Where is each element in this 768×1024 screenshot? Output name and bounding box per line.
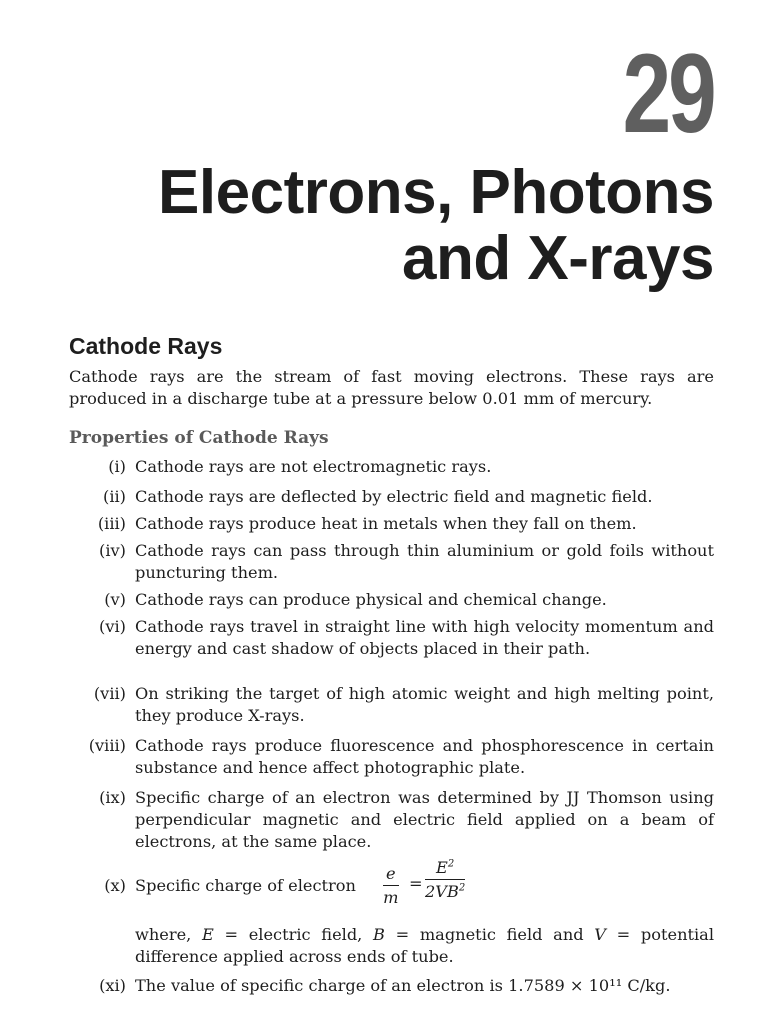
item-text: Cathode rays are not electromagnetic rays. <box>135 457 492 476</box>
item-number: (viii) <box>88 736 126 755</box>
fraction-denominator <box>425 880 465 901</box>
item-text: Cathode rays travel in straight line with high velocity momentum and energy and cast shadow of objects placed in their path. <box>135 617 714 658</box>
item-text: Cathode rays can pass through thin aluminium or gold foils without puncturing them. <box>135 541 714 582</box>
chapter-title-line-1: Electrons, Photons <box>158 158 714 227</box>
sub-heading: Properties of Cathode Rays <box>69 428 329 448</box>
where-prefix: where, <box>135 925 192 944</box>
denominator-symbol: 2VB <box>425 882 459 901</box>
numerator-symbol: E <box>436 858 448 877</box>
definition-b: = magnetic field and <box>395 925 584 944</box>
fraction-denominator: m <box>383 888 399 907</box>
numerator-exponent: 2 <box>447 858 455 870</box>
fraction-e-over-m <box>383 864 399 907</box>
definition-v: = potential difference applied across ends of tube. <box>135 925 715 966</box>
fraction-e2-over-2vb2 <box>425 858 465 901</box>
equals-sign: = <box>409 874 423 893</box>
definition-e: = electric field, <box>224 925 363 944</box>
intro-paragraph: Cathode rays are the stream of fast moving electrons. These rays are produced in a discharge tube at a pressure below 0.01 mm of mercury. <box>69 367 714 408</box>
chapter-title <box>34 160 714 292</box>
item-text: On striking the target of high atomic weight and high melting point, they produce X-rays. <box>135 684 714 725</box>
item-number: (ii) <box>103 487 126 506</box>
denominator-exponent: 2 <box>458 882 466 894</box>
item-number: (iii) <box>97 514 126 533</box>
chapter-title-line-2: and X-rays <box>401 224 714 293</box>
item-text: Specific charge of electron <box>135 876 356 895</box>
item-text: Cathode rays are deflected by electric field and magnetic field. <box>135 487 653 506</box>
item-number: (ix) <box>99 788 126 807</box>
item-number: (v) <box>104 590 126 609</box>
item-number: (i) <box>108 457 126 476</box>
symbol-b: B <box>373 925 385 944</box>
symbol-v: V <box>594 925 606 944</box>
item-number: (iv) <box>99 541 126 560</box>
item-number: (vi) <box>99 617 126 636</box>
where-definition <box>135 924 714 968</box>
fraction-numerator <box>425 858 465 880</box>
item-number: (x) <box>104 876 126 895</box>
fraction-numerator: e <box>383 864 399 886</box>
item-text: Specific charge of an electron was determined by JJ Thomson using perpendicular magnetic and electric field applied on a beam of electrons, at the same place. <box>135 788 714 851</box>
chapter-number: 29 <box>623 31 714 156</box>
item-number: (xi) <box>99 976 126 995</box>
item-text: The value of specific charge of an electron is 1.7589 × 10¹¹ C/kg. <box>135 976 671 995</box>
item-text: Cathode rays can produce physical and chemical change. <box>135 590 607 609</box>
item-text: Cathode rays produce heat in metals when they fall on them. <box>135 514 637 533</box>
item-text: Cathode rays produce fluorescence and phosphorescence in certain substance and hence affect photographic plate. <box>135 736 714 777</box>
symbol-e: E <box>202 925 214 944</box>
item-number: (vii) <box>93 684 126 703</box>
section-heading: Cathode Rays <box>69 333 223 359</box>
